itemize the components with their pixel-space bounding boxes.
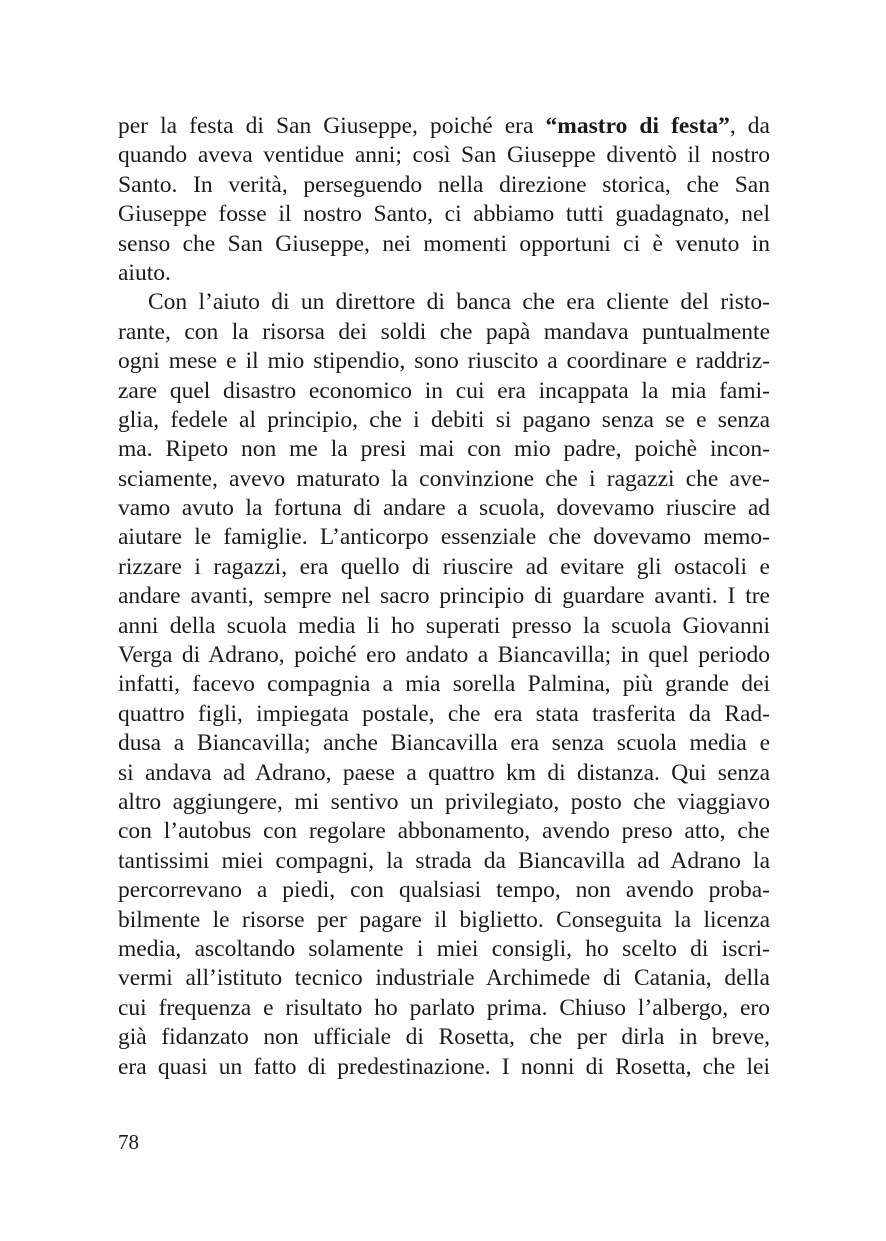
- text-line: glia, fedele al principio, che i debiti si pagano senza se e senza: [118, 406, 770, 433]
- text-line: bilmente le risorse per pagare il biglietto. Conseguita la licenza: [118, 906, 770, 933]
- text-line: ogni mese e il mio stipendio, sono riuscito a coordinare e raddriz-: [118, 348, 770, 375]
- text-line: Con l’aiuto di un direttore di banca che era cliente del risto-: [148, 289, 770, 316]
- text-line: rante, con la risorsa dei soldi che papà mandava puntualmente: [118, 318, 770, 345]
- text-line: quattro figli, impiegata postale, che era stata trasferita da Rad-: [118, 700, 770, 727]
- text-line: ma. Ripeto non me la presi mai con mio padre, poichè incon-: [118, 436, 770, 463]
- text-line: percorrevano a piedi, con qualsiasi tempo, non avendo proba-: [118, 877, 770, 904]
- text-line: tantissimi miei compagni, la strada da Biancavilla ad Adrano la: [118, 847, 770, 874]
- text-line: infatti, facevo compagnia a mia sorella Palmina, più grande dei: [118, 671, 770, 698]
- text-line: era quasi un fatto di predestinazione. I nonni di Rosetta, che lei: [118, 1053, 770, 1080]
- text-line: aiuto.: [118, 259, 171, 286]
- text-line: Verga di Adrano, poiché ero andato a Biancavilla; in quel periodo: [118, 642, 770, 669]
- text-line: senso che San Giuseppe, nei momenti opportuni ci è venuto in: [118, 230, 770, 257]
- text-line: media, ascoltando solamente i miei consigli, ho scelto di iscri-: [118, 935, 770, 962]
- text-line: si andava ad Adrano, paese a quattro km di distanza. Qui senza: [118, 759, 770, 786]
- text-line: già fidanzato non ufficiale di Rosetta, che per dirla in breve,: [118, 1024, 770, 1051]
- text-line: quando aveva ventidue anni; così San Giuseppe diventò il nostro: [118, 142, 770, 169]
- text-line: sciamente, avevo maturato la convinzione che i ragazzi che ave-: [118, 465, 770, 492]
- text-line: anni della scuola media li ho superati presso la scuola Giovanni: [118, 612, 770, 639]
- text-line: dusa a Biancavilla; anche Biancavilla era senza scuola media e: [118, 730, 770, 757]
- text-line: vermi all’istituto tecnico industriale Archimede di Catania, della: [118, 965, 770, 992]
- text-line: Santo. In verità, perseguendo nella direzione storica, che San: [118, 171, 770, 198]
- text-line: vamo avuto la fortuna di andare a scuola, dovevamo riuscire ad: [118, 495, 770, 522]
- text-line: cui frequenza e risultato ho parlato prima. Chiuso l’albergo, ero: [118, 994, 770, 1021]
- text-line: altro aggiungere, mi sentivo un privilegiato, posto che viaggiavo: [118, 788, 770, 815]
- text-run: per la festa di San Giuseppe, poiché era: [118, 113, 546, 139]
- text-line: andare avanti, sempre nel sacro principio di guardare avanti. I tre: [118, 583, 770, 610]
- bold-phrase: “mastro di festa”: [545, 113, 730, 139]
- text-line: zare quel disastro economico in cui era incappata la mia fami-: [118, 377, 770, 404]
- text-line: aiutare le famiglie. L’anticorpo essenziale che dovevamo memo-: [118, 524, 770, 551]
- body-text: [118, 112, 770, 1082]
- text-line: Giuseppe fosse il nostro Santo, ci abbiamo tutti guadagnato, nel: [118, 201, 770, 228]
- text-line: [118, 112, 770, 141]
- text-line: con l’autobus con regolare abbonamento, avendo preso atto, che: [118, 818, 770, 845]
- text-line: rizzare i ragazzi, era quello di riuscire ad evitare gli ostacoli e: [118, 553, 770, 580]
- text-run: , da: [729, 113, 770, 139]
- page-number: 78: [118, 1130, 139, 1154]
